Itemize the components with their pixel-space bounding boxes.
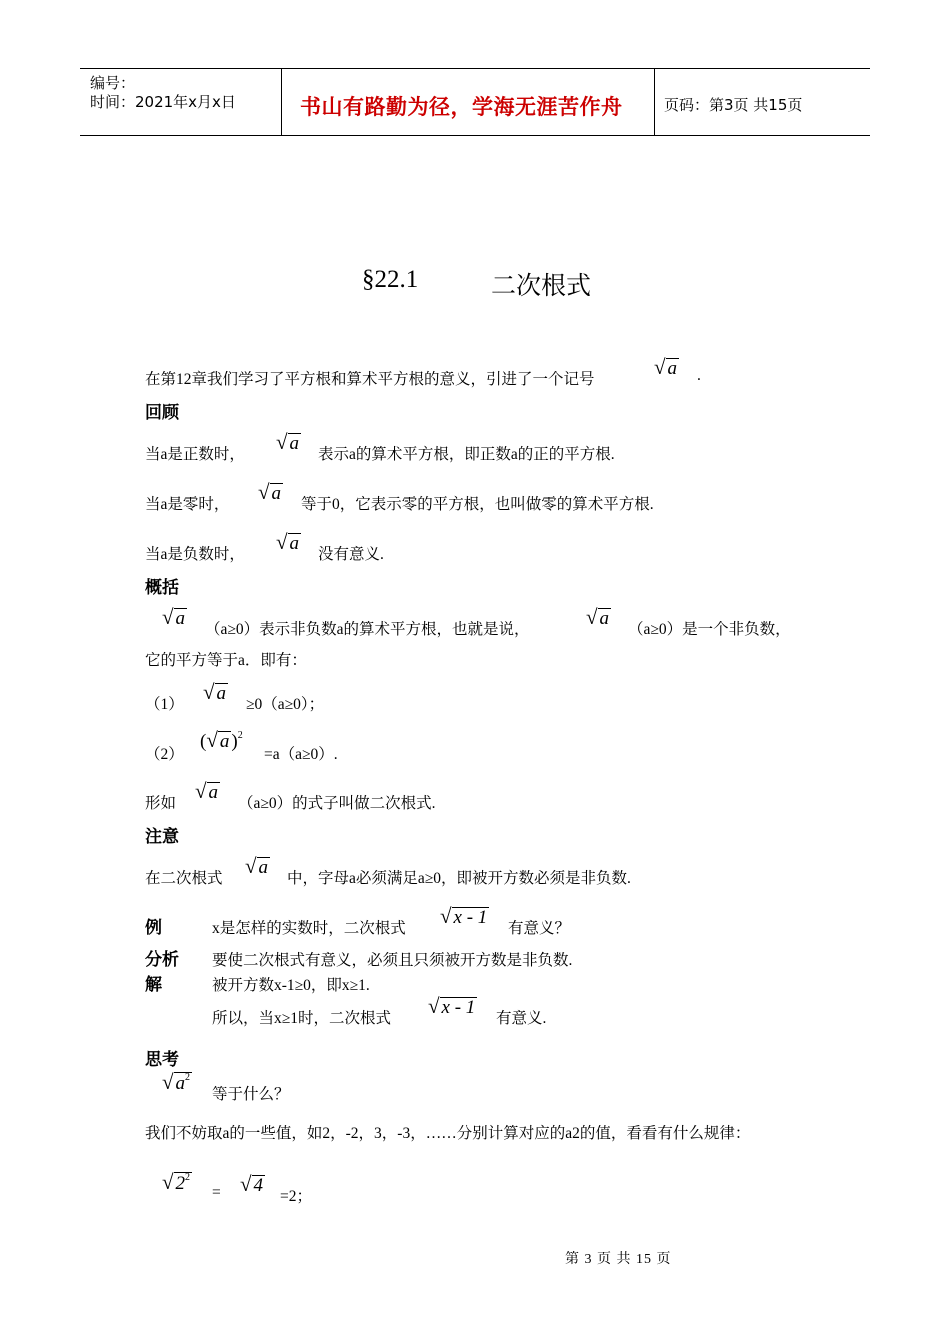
sqrt-a-formula: √ a [162,605,186,629]
item-1-number: （1） [145,696,184,713]
review-line-3-b: 没有意义. [318,546,384,563]
item-1-text: ≥0（a≥0）； [246,696,325,713]
header-number-label: 编号： [90,74,136,92]
page-title: 二次根式 [491,273,592,300]
header-top-rule [80,68,870,69]
header-divider-left [281,68,282,135]
review-line-3-a: 当a是负数时， [145,546,245,563]
example-line-a: x是怎样的实数时，二次根式 [212,920,406,937]
header-time-label: 时间：2021年x月x日 [90,93,236,111]
think-heading: 思考 [145,1050,179,1070]
form-line-a: 形如 [145,795,177,812]
sqrt-x-minus-1-formula: √ x - 1 [440,904,488,928]
section-number: §22.1 [362,266,419,293]
analysis-text: 要使二次根式有意义，必须且只须被开方数是非负数. [212,952,573,969]
sqrt-a-formula: √ a [195,779,219,803]
example-label: 例 [145,918,162,938]
page-footer: 第 3 页 共 15 页 [565,1252,672,1267]
note-line-a: 在二次根式 [145,870,223,887]
header-motto: 书山有路勤为径，学海无涯苦作舟 [300,95,623,119]
header-divider-right [654,68,655,135]
summary-heading: 概括 [145,578,179,598]
sqrt-a-formula: √ a [203,680,227,704]
equals-sign: = [212,1184,221,1201]
solution-line-2-b: 有意义. [496,1010,547,1027]
review-line-2-a: 当a是零时， [145,496,230,513]
summary-line-1-a: （a≥0）表示非负数a的算术平方根，也就是说， [205,621,530,638]
sqrt-a-squared-formula: (√ a )$^2$ [200,728,243,752]
note-heading: 注意 [145,827,179,847]
calc-result: =2； [280,1188,312,1205]
solution-label: 解 [145,975,162,995]
try-text: 我们不妨取a的一些值，如2，-2，3，-3，……分别计算对应的a2的值，看看有什么规律： [145,1125,751,1142]
review-line-2-b: 等于0，它表示零的平方根，也叫做零的算术平方根. [301,496,654,513]
item-2-text: =a（a≥0）. [264,746,338,763]
summary-line-2: 它的平方等于a．即有： [145,652,307,669]
header-bottom-rule [80,135,870,136]
example-line-b: 有意义？ [508,920,571,937]
sqrt-2-squared: √ $2^2$ [162,1170,191,1194]
review-line-1-b: 表示a的算术平方根，即正数a的正的平方根. [318,446,615,463]
review-heading: 回顾 [145,403,179,423]
header-page-info: 页码：第3页 共15页 [664,96,803,114]
summary-line-1-b: （a≥0）是一个非负数， [628,621,791,638]
sqrt-a-formula: √ a [586,605,610,629]
sqrt-a-squared-radical: √ $a^2$ [162,1070,191,1094]
note-line-b: 中，字母a必须满足a≥0，即被开方数必须是非负数. [287,870,631,887]
sqrt-4: √ 4 [240,1172,264,1196]
item-2-number: （2） [145,746,184,763]
think-text: 等于什么？ [212,1086,290,1103]
intro-text: 在第12章我们学习了平方根和算术平方根的意义，引进了一个记号 [145,371,595,388]
sqrt-a-formula: √ a [245,854,269,878]
sqrt-a-formula: √ a [276,530,300,554]
sqrt-a-formula: √ a [276,430,300,454]
analysis-label: 分析 [145,950,179,970]
solution-line-2-a: 所以，当x≥1时，二次根式 [212,1010,392,1027]
sqrt-x-minus-1-formula: √ x - 1 [428,994,476,1018]
sqrt-a-formula: √ a [654,355,678,379]
form-line-b: （a≥0）的式子叫做二次根式. [238,795,436,812]
intro-end: . [697,367,701,384]
review-line-1-a: 当a是正数时， [145,446,245,463]
solution-line-1: 被开方数x-1≥0，即x≥1. [212,977,370,994]
sqrt-a-formula: √ a [258,480,282,504]
